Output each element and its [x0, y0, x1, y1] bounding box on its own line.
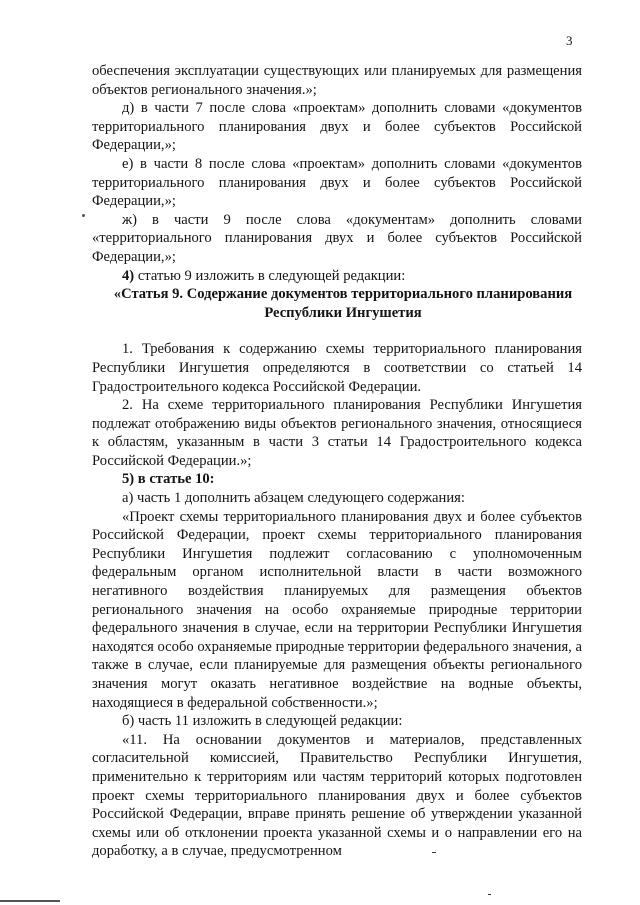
paragraph-article-9-point-2: 2. На схеме территориального планирования Республики Ингушетия подлежат отображению виды объектов регионального значения, относящиеся к областям, указанным в части 3 статьи 14 Градостроительного кодекса Российской Федерации.»; — [92, 397, 582, 469]
paragraph-new-abzac: «Проект схемы территориального планирования двух и более субъектов Российской Федерации, проект схемы территориального планирования Республики Ингушетия подлежит согласованию с уполномоченным федеральным органом исполнительной власти в части возможного негативного воздействия планируемых для размещения объектов регионального значения на особо охраняемые природные территории федерального значения в случае, если на территории Республики Ингушетия находятся особо охраняемые природные территории федерального значения, а также в случае, если планируемые для размещения объекты регионального значения могут оказать негативное воздействие на водные объекты, находящиеся в федеральной собственности.»; — [92, 508, 582, 711]
document-body — [92, 62, 582, 861]
scan-speck — [82, 214, 85, 217]
section-gap — [92, 322, 582, 340]
scan-speck — [488, 894, 491, 895]
paragraph-item-e: е) в части 8 после слова «проектам» дополнить словами «документов территориального планирования двух и более субъектов Российской Федерации,»; — [92, 155, 582, 210]
paragraph-item-b: б) часть 11 изложить в следующей редакции: — [122, 713, 403, 730]
paragraph-item-a: а) часть 1 дополнить абзацем следующего содержания: — [122, 490, 465, 507]
paragraph-continuation: обеспечения эксплуатации существующих или планируемых для размещения объектов регионального значения.»; — [92, 63, 582, 98]
paragraph-item-d: д) в части 7 после слова «проектам» дополнить словами «документов территориального планирования двух и более субъектов Российской Федерации,»; — [92, 100, 582, 154]
paragraph-item-4: 4) статью 9 изложить в следующей редакции: — [122, 267, 406, 284]
item-number-bold: 4) — [122, 267, 135, 284]
page-number: 3 — [566, 33, 573, 48]
scan-speck — [432, 852, 436, 853]
paragraph-article-9-point-1: 1. Требования к содержанию схемы территориального планирования Республики Ингушетия определяются в соответствии со статьей 14 Градостроительного кодекса Российской Федерации. — [92, 341, 582, 395]
paragraph-part-11: «11. На основании документов и материалов, представленных согласительной комиссией, Правительство Республики Ингушетия, применительно к территориям или частям территорий которых подготовлен проект схемы территориального планирования двух и более субъектов Российской Федерации, вправе принять решение об утверждении указанной схемы или об отклонении проекта указанной схемы и о направлении его на доработку, а в случае, предусмотренном — [92, 731, 582, 860]
scan-edge-line — [0, 900, 60, 902]
article-9-title: «Статья 9. Содержание документов территориального планирования Республики Ингушетия — [113, 286, 573, 321]
paragraph-item-zh: ж) в части 9 после слова «документам» дополнить словами «территориального планирования двух и более субъектов Российской Федерации,»; — [92, 211, 582, 265]
paragraph-item-5: 5) в статье 10: — [122, 471, 215, 488]
